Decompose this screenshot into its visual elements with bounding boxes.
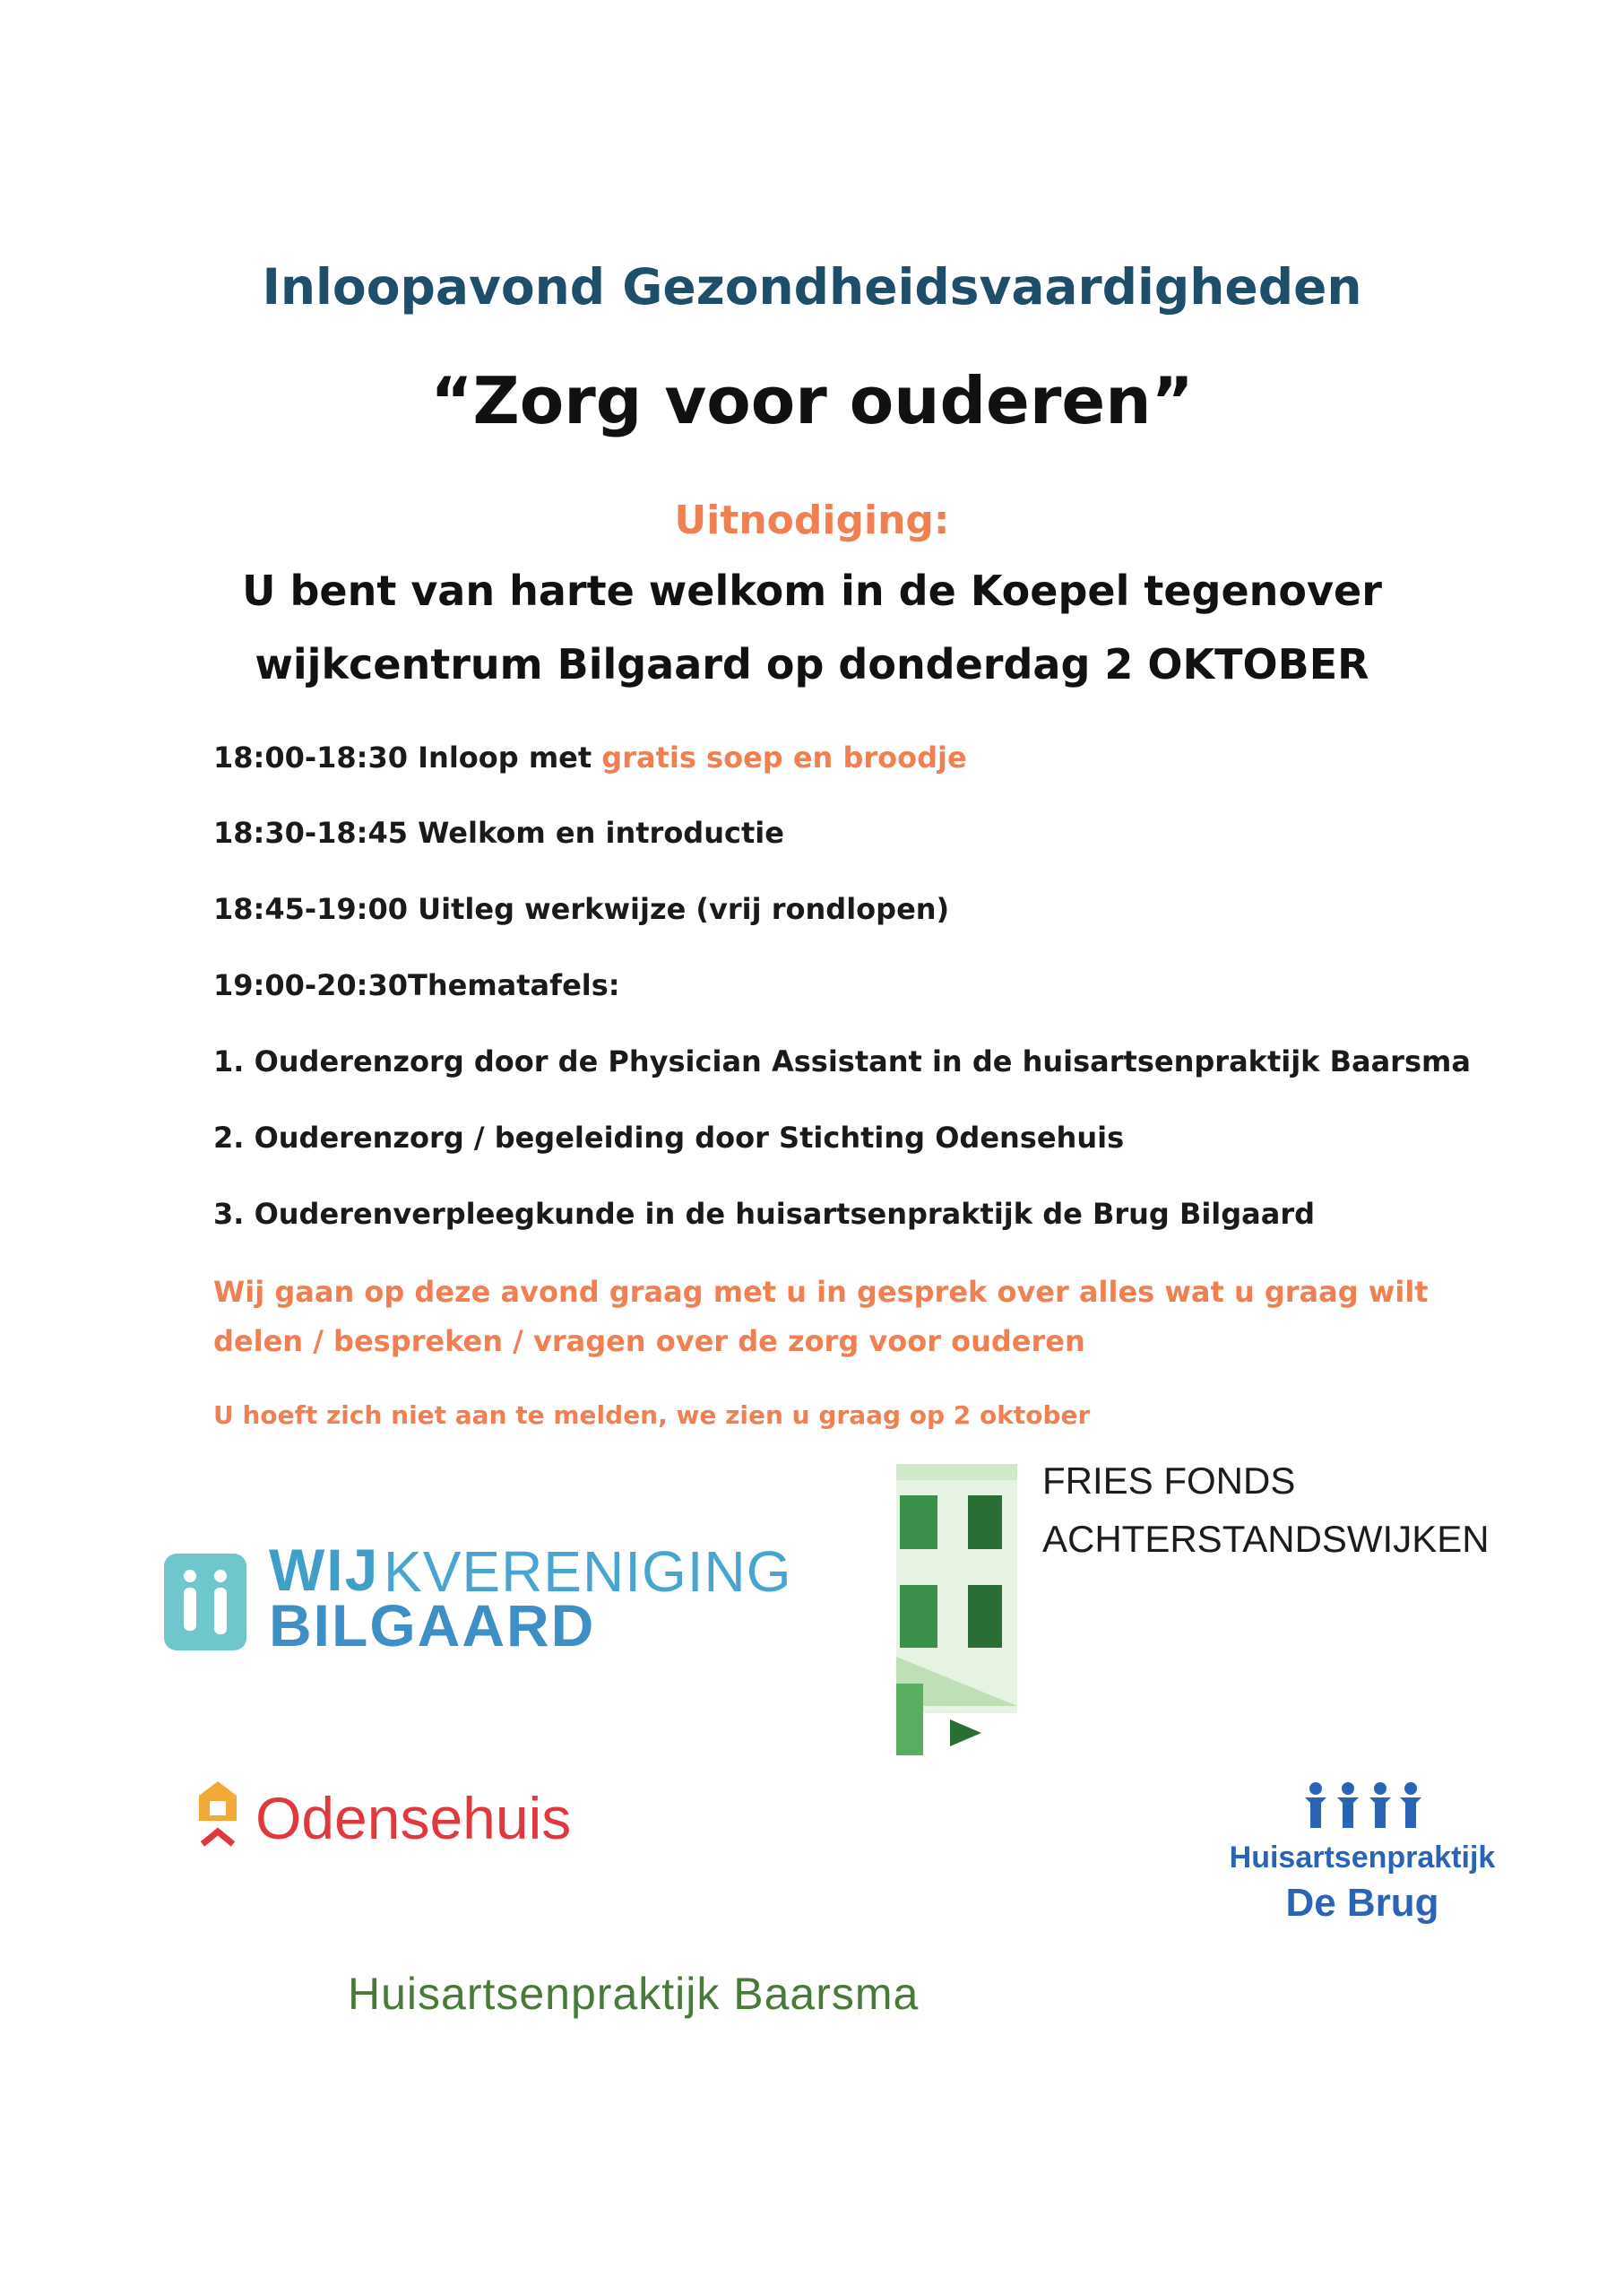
de-brug-people-icon (1300, 1780, 1425, 1833)
wijkvereniging-bilgaard-text: BILGAARD (269, 1592, 596, 1658)
note-line-1: Wij gaan op deze avond graag met u in gesprek over alles wat u graag wilt (213, 1275, 1429, 1309)
program-time: 18:00-18:30 (213, 740, 408, 775)
wijkvereniging-kvereniging-text: KVERENIGING (384, 1539, 792, 1604)
program-item (213, 892, 949, 926)
program-time: 19:00-20:30 (213, 968, 408, 1002)
invite-line-2: wijkcentrum Bilgaard op donderdag 2 OKTOBER (255, 640, 1369, 688)
page-subtitle: “Zorg voor ouderen” (430, 363, 1194, 438)
fries-fonds-logo-icon (896, 1464, 1022, 1760)
program-item (213, 968, 620, 1002)
de-brug-line-1: Huisartsenpraktijk (1229, 1840, 1496, 1875)
program-text: Welkom en introductie (418, 816, 784, 850)
page-title: Inloopavond Gezondheidsvaardigheden (262, 258, 1362, 316)
baarsma-logo-text: Huisartsenpraktijk Baarsma (348, 1969, 920, 2019)
program-time: 18:30-18:45 (213, 816, 408, 850)
wijkvereniging-wij-text: WIJ (269, 1537, 380, 1603)
theme-table-item: 3. Ouderenverpleegkunde in de huisartsenpraktijk de Brug Bilgaard (213, 1197, 1316, 1231)
wijkvereniging-logo-icon (164, 1554, 246, 1650)
de-brug-line-2: De Brug (1285, 1881, 1439, 1925)
odensehuis-house-icon (195, 1780, 240, 1851)
program-text: Inloop met (418, 740, 602, 775)
fries-fonds-line-1: FRIES FONDS (1042, 1459, 1296, 1502)
program-text: Thematafels: (408, 968, 620, 1002)
program-item (213, 740, 967, 775)
invite-heading: Uitnodiging: (674, 498, 950, 543)
fries-fonds-line-2: ACHTERSTANDSWIJKEN (1042, 1518, 1490, 1560)
program-time: 18:45-19:00 (213, 892, 408, 926)
note-line-3: U hoeft zich niet aan te melden, we zien u graag op 2 oktober (213, 1400, 1091, 1430)
note-line-2: delen / bespreken / vragen over de zorg voor ouderen (213, 1324, 1085, 1358)
program-item (213, 816, 784, 850)
invite-line-1: U bent van harte welkom in de Koepel tegenover (242, 567, 1382, 615)
program-text: Uitleg werkwijze (vrij rondlopen) (418, 892, 950, 926)
theme-table-item: 2. Ouderenzorg / begeleiding door Stichting Odensehuis (213, 1121, 1125, 1155)
program-highlight: gratis soep en broodje (601, 740, 967, 775)
odensehuis-logo-text: Odensehuis (255, 1785, 572, 1851)
theme-table-item: 1. Ouderenzorg door de Physician Assistant in de huisartsenpraktijk Baarsma (213, 1044, 1471, 1078)
